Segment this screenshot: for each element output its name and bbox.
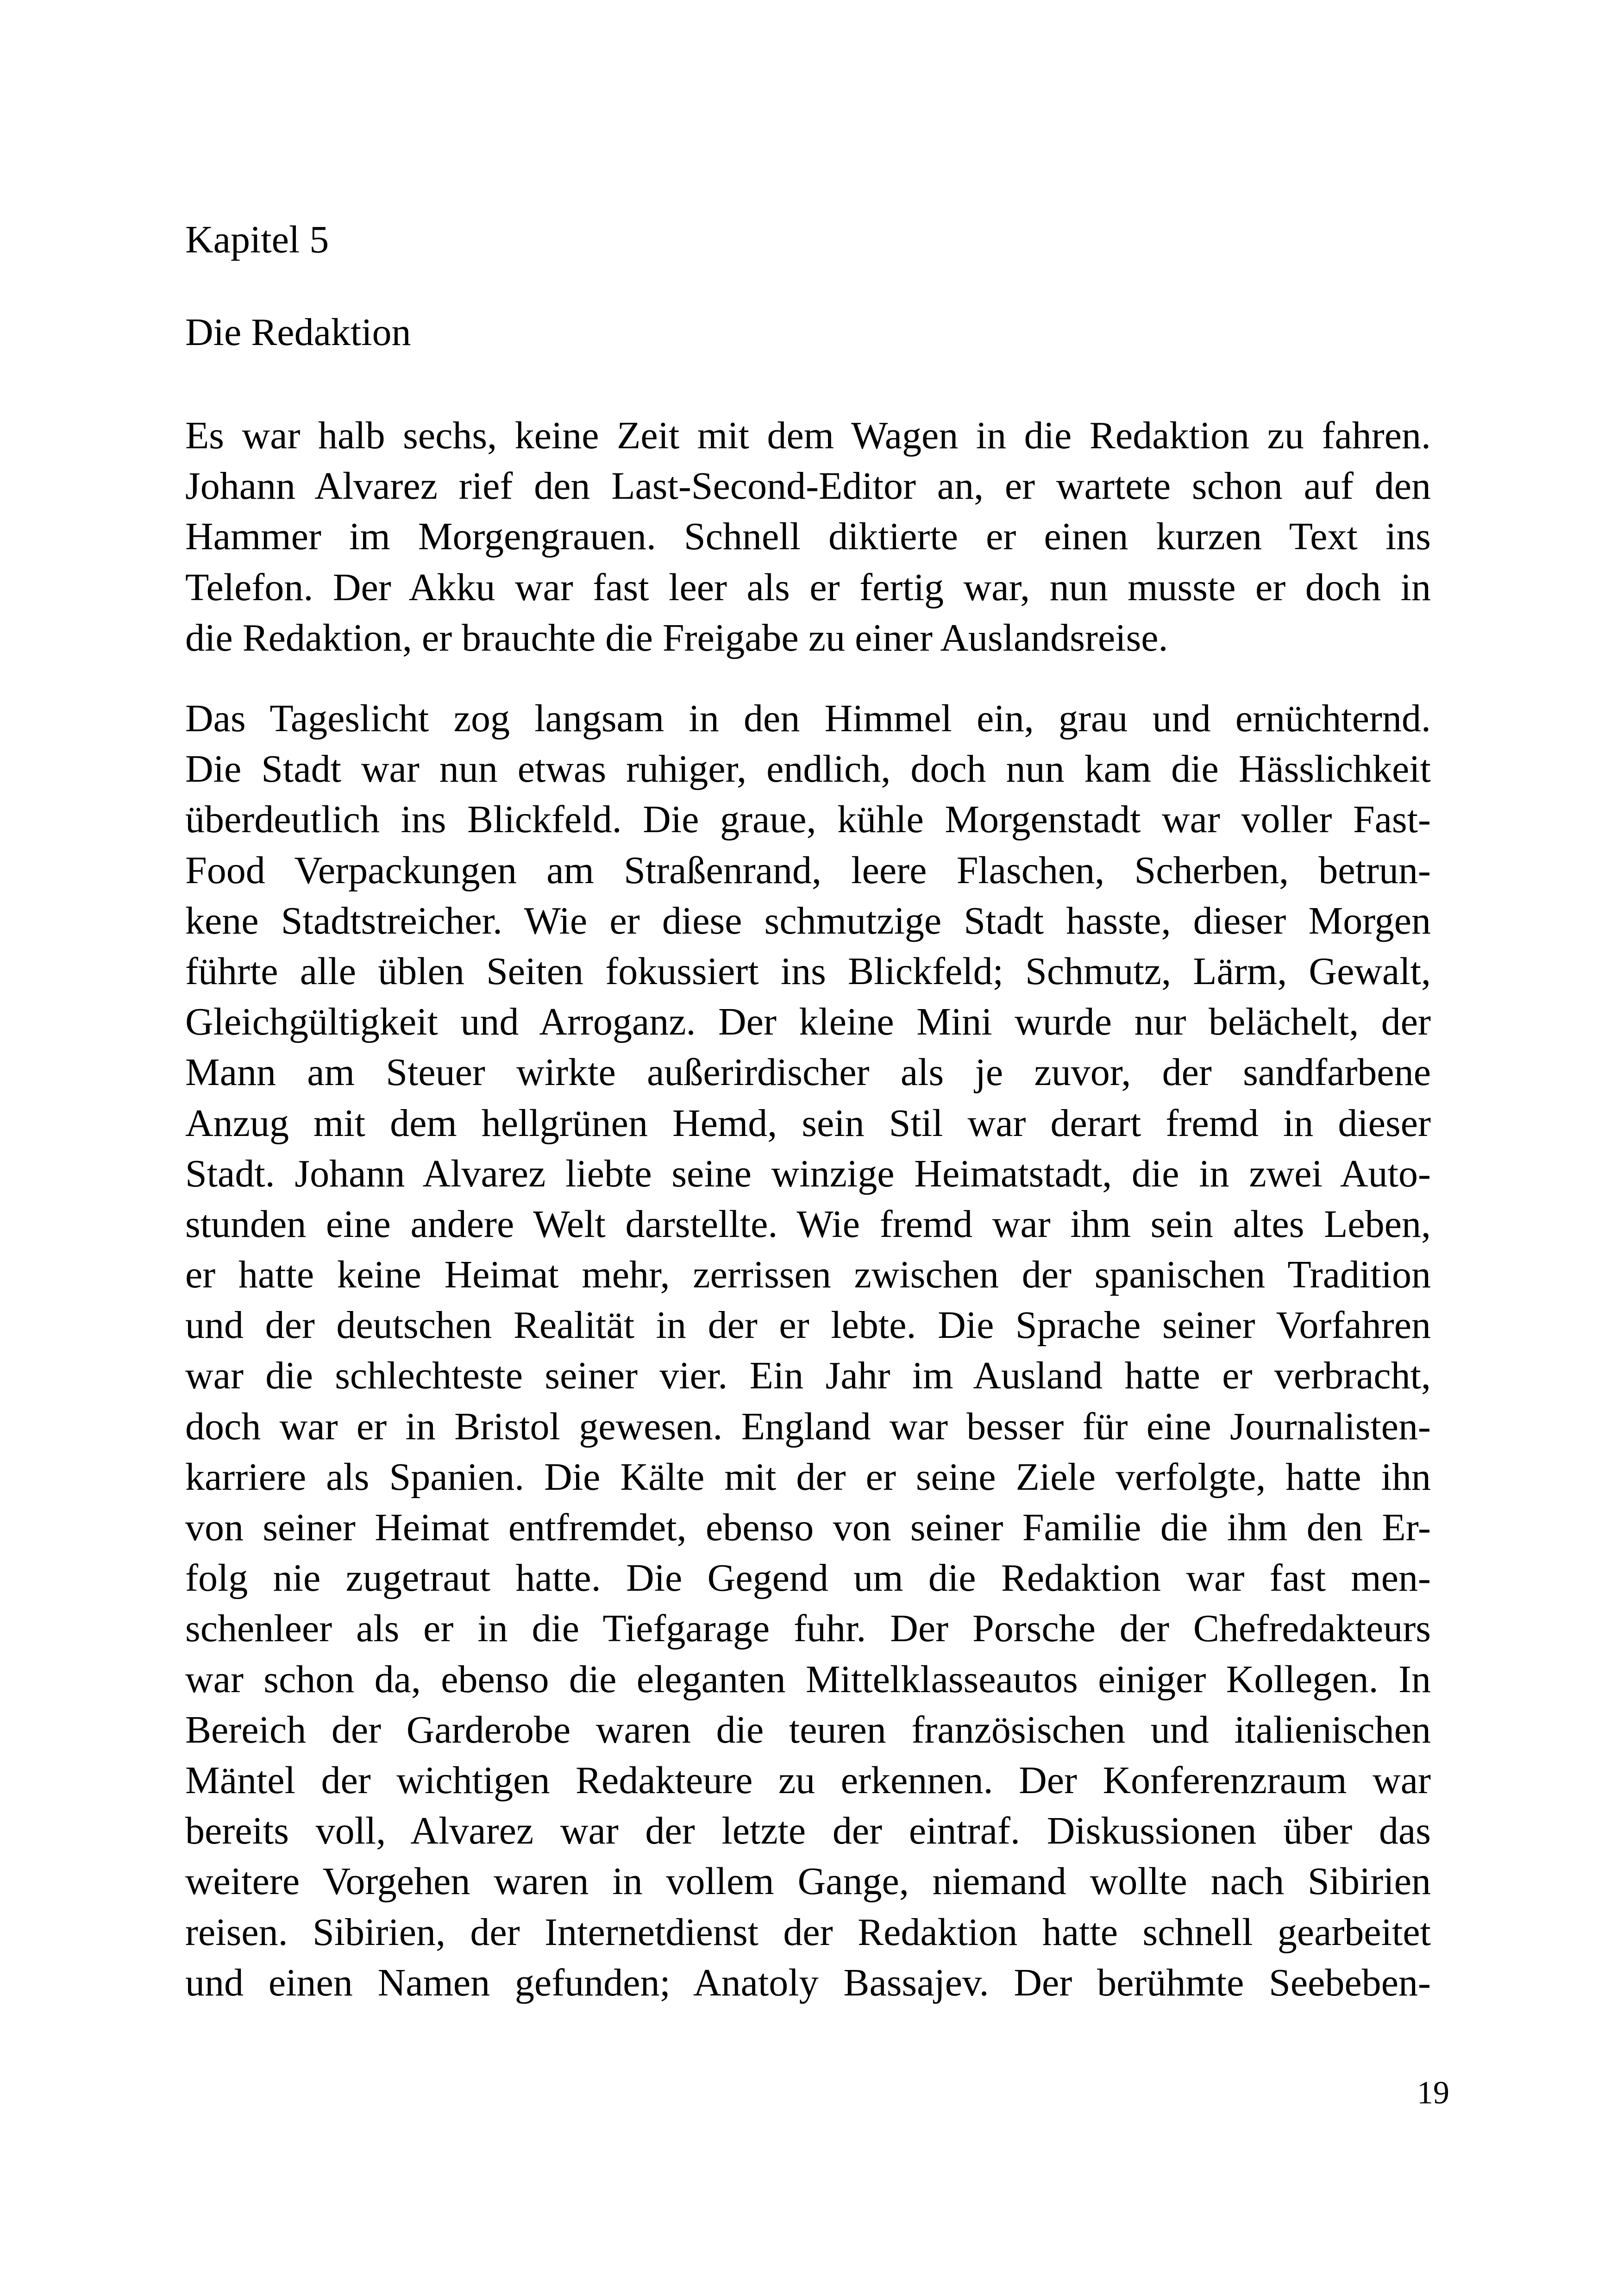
text-line: Gleichgültigkeit und Arroganz. Der kleine Mini wurde nur belächelt, der xyxy=(185,1000,1431,1044)
text-line: Telefon. Der Akku war fast leer als er fertig war, nun musste er doch in xyxy=(185,565,1431,609)
text-line: und einen Namen gefunden; Anatoly Bassajev. Der berühmte Seebeben- xyxy=(185,1961,1431,2004)
chapter-number: Kapitel 5 xyxy=(185,218,329,261)
text-line: bereits voll, Alvarez war der letzte der eintraf. Diskussionen über das xyxy=(185,1809,1431,1853)
text-line: Mann am Steuer wirkte außerirdischer als je zuvor, der sandfarbene xyxy=(185,1051,1431,1094)
text-line: war die schlechteste seiner vier. Ein Jahr im Ausland hatte er verbracht, xyxy=(185,1354,1431,1398)
text-line: er hatte keine Heimat mehr, zerrissen zwischen der spanischen Tradition xyxy=(185,1253,1431,1297)
text-line: schenleer als er in die Tiefgarage fuhr. Der Porsche der Chefredakteurs xyxy=(185,1607,1431,1650)
text-line: Anzug mit dem hellgrünen Hemd, sein Stil war derart fremd in dieser xyxy=(185,1101,1431,1145)
page-number: 19 xyxy=(1417,2075,1449,2111)
text-line: doch war er in Bristol gewesen. England war besser für eine Journalisten- xyxy=(185,1405,1431,1448)
text-line: karriere als Spanien. Die Kälte mit der er seine Ziele verfolgte, hatte ihn xyxy=(185,1455,1431,1499)
text-line: die Redaktion, er brauchte die Freigabe zu einer Auslandsreise. xyxy=(185,616,1168,659)
text-line: Das Tageslicht zog langsam in den Himmel ein, grau und ernüchternd. xyxy=(185,697,1431,740)
text-line: führte alle üblen Seiten fokussiert ins Blickfeld; Schmutz, Lärm, Gewalt, xyxy=(185,949,1431,993)
text-line: kene Stadtstreicher. Wie er diese schmutzige Stadt hasste, dieser Morgen xyxy=(185,899,1431,942)
text-line: Hammer im Morgengrauen. Schnell diktierte er einen kurzen Text ins xyxy=(185,515,1431,558)
text-line: reisen. Sibirien, der Internetdienst der Redaktion hatte schnell gearbeitet xyxy=(185,1910,1431,1954)
text-line: überdeutlich ins Blickfeld. Die graue, kühle Morgenstadt war voller Fast- xyxy=(185,798,1431,841)
text-line: stunden eine andere Welt darstellte. Wie fremd war ihm sein altes Leben, xyxy=(185,1202,1431,1246)
text-line: Stadt. Johann Alvarez liebte seine winzige Heimatstadt, die in zwei Auto- xyxy=(185,1152,1431,1195)
text-line: Bereich der Garderobe waren die teuren französischen und italienischen xyxy=(185,1708,1431,1751)
text-line: Johann Alvarez rief den Last-Second-Editor an, er wartete schon auf den xyxy=(185,464,1431,508)
text-line: von seiner Heimat entfremdet, ebenso von seiner Familie die ihm den Er- xyxy=(185,1506,1431,1549)
text-line: und der deutschen Realität in der er lebte. Die Sprache seiner Vorfahren xyxy=(185,1304,1431,1347)
text-line: Mäntel der wichtigen Redakteure zu erkennen. Der Konferenzraum war xyxy=(185,1758,1431,1802)
text-line: folg nie zugetraut hatte. Die Gegend um die Redaktion war fast men- xyxy=(185,1556,1431,1600)
paragraph-1 xyxy=(185,410,1431,663)
text-line: war schon da, ebenso die eleganten Mittelklasseautos einiger Kollegen. In xyxy=(185,1657,1431,1701)
text-line: Es war halb sechs, keine Zeit mit dem Wagen in die Redaktion zu fahren. xyxy=(185,414,1431,457)
paragraph-2 xyxy=(185,693,1431,2008)
text-line: Die Stadt war nun etwas ruhiger, endlich, doch nun kam die Hässlichkeit xyxy=(185,747,1431,791)
text-line: weitere Vorgehen waren in vollem Gange, niemand wollte nach Sibirien xyxy=(185,1860,1431,1903)
chapter-title: Die Redaktion xyxy=(185,311,411,354)
text-line: Food Verpackungen am Straßenrand, leere Flaschen, Scherben, betrun- xyxy=(185,848,1431,892)
